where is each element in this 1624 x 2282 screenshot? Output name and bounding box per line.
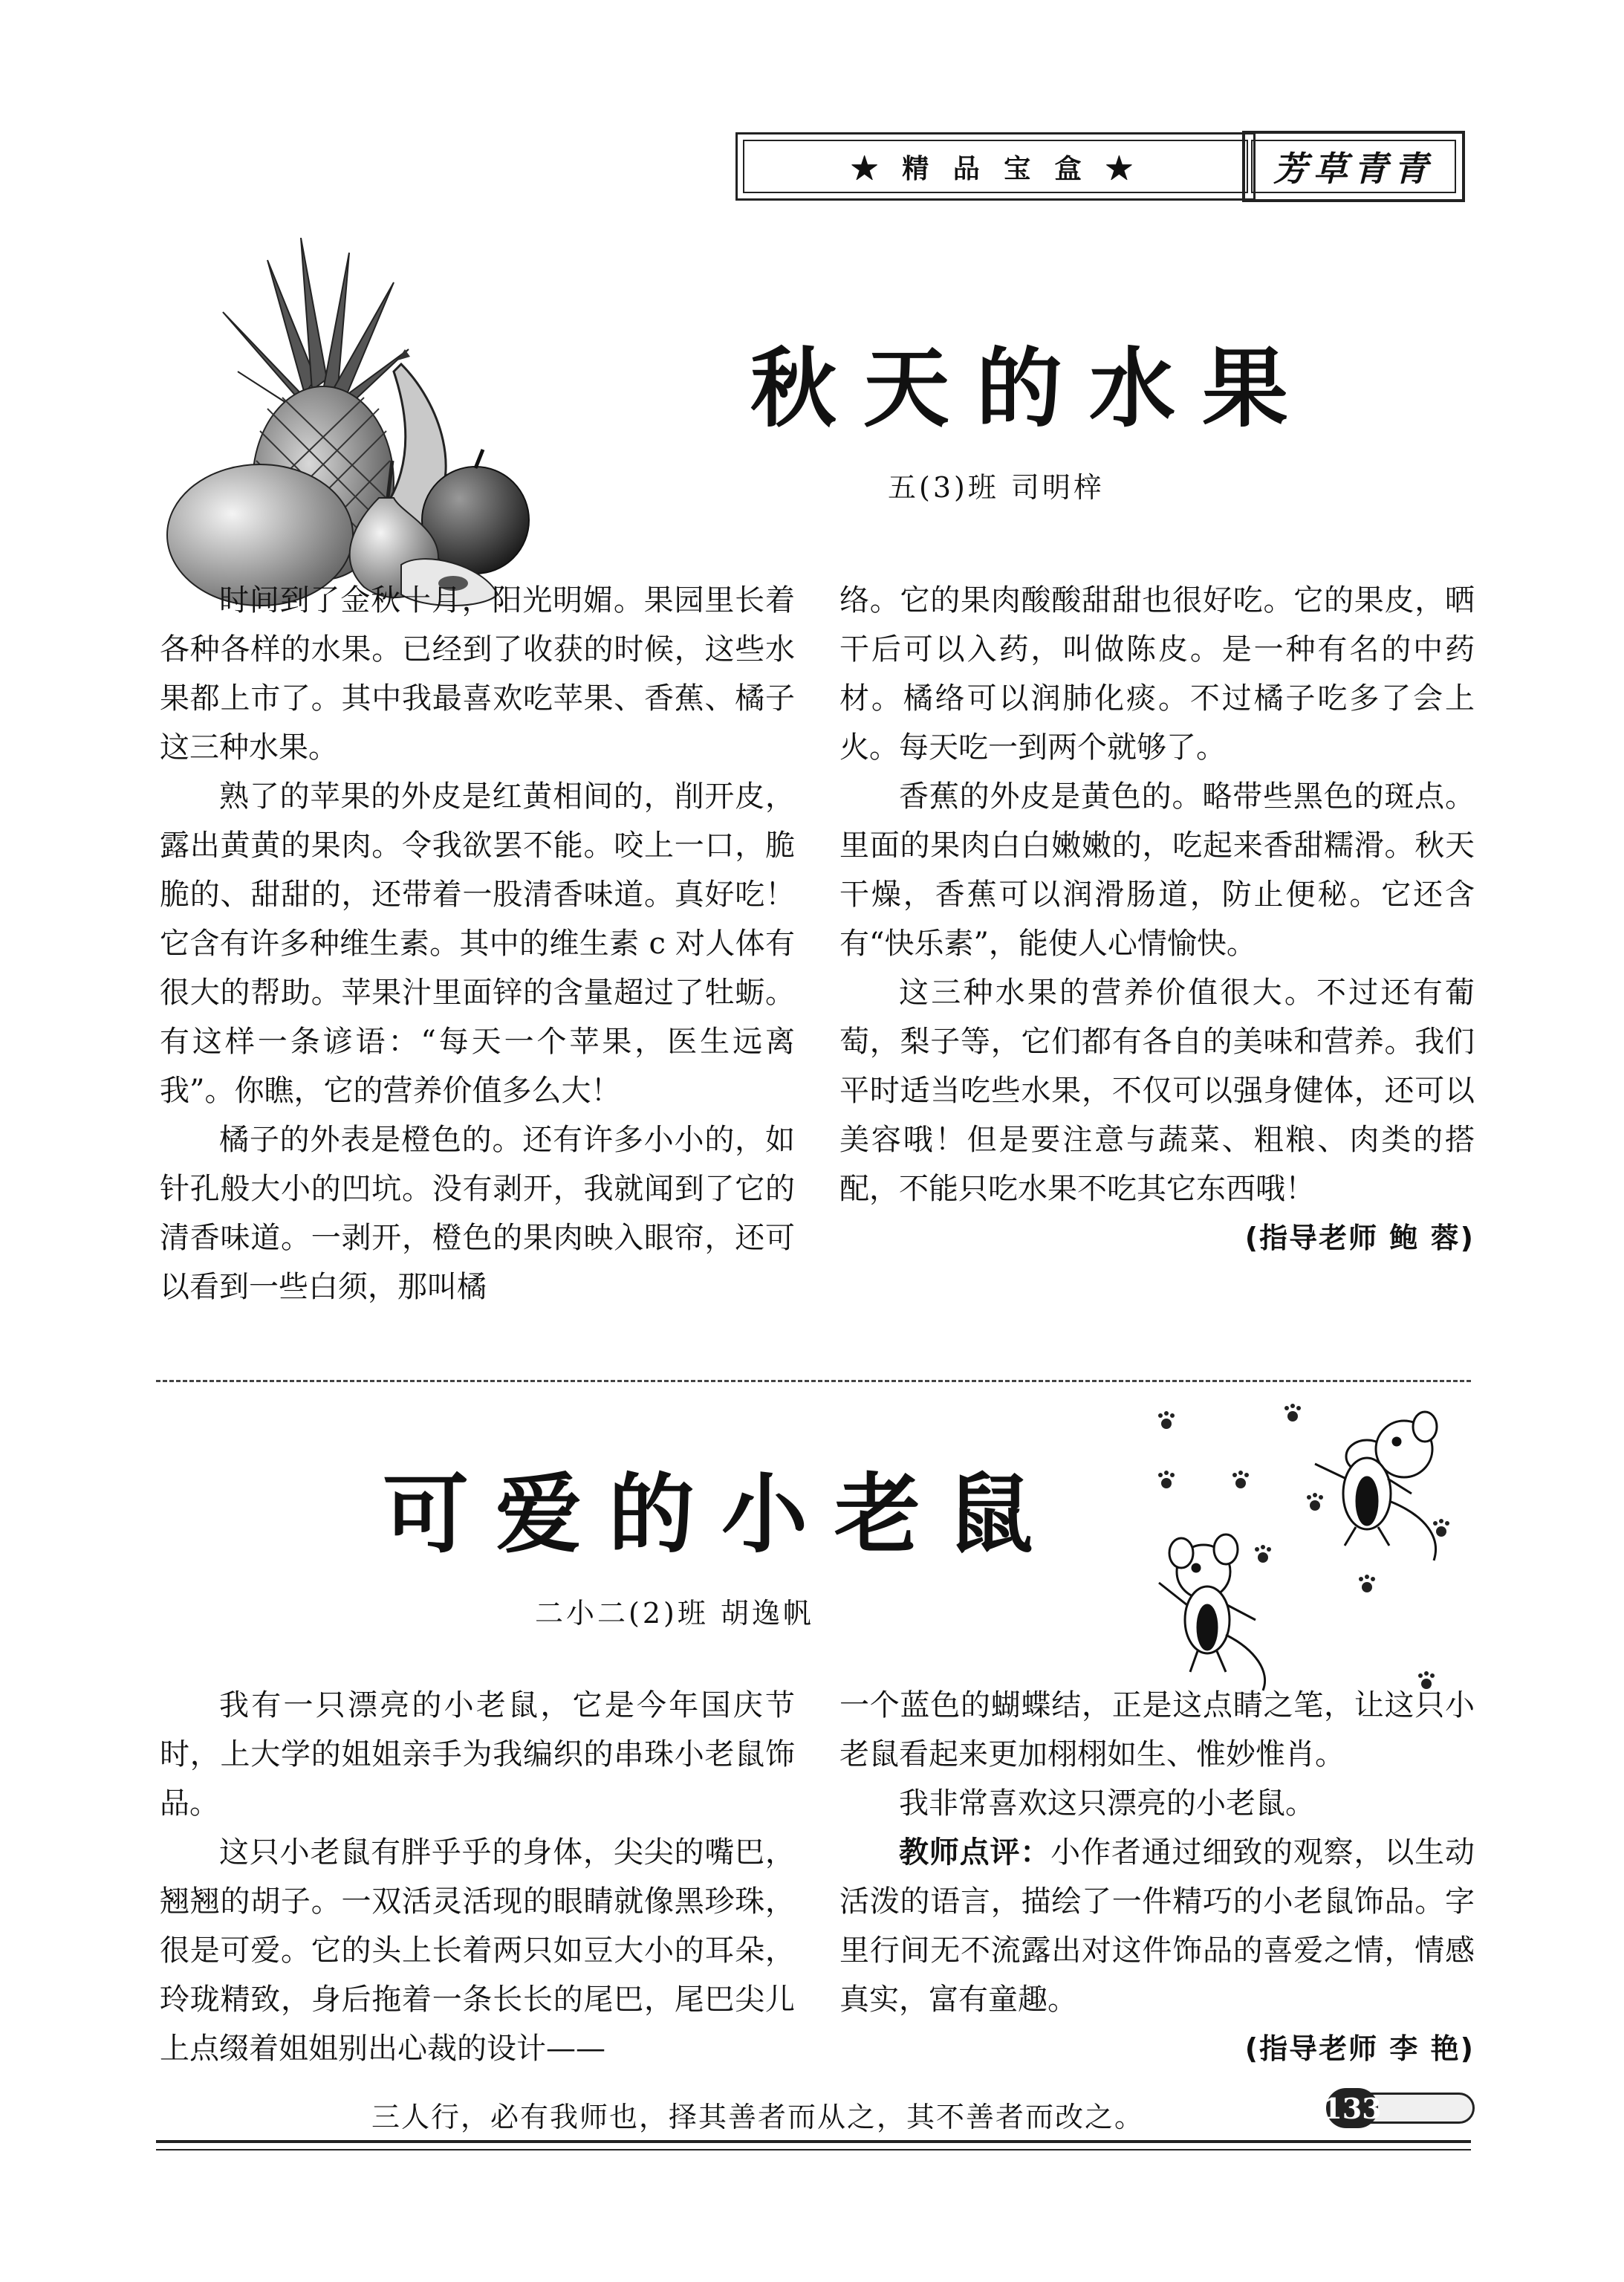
article2-right-column <box>839 1681 1475 2073</box>
article1-left-column <box>160 576 795 1312</box>
header-section-label: ★ 精 品 宝 盒 ★ <box>743 140 1248 193</box>
article1-paragraph: 时间到了金秋十月，阳光明媚。果园里长着各种各样的水果。已经到了收获的时候，这些水果都上市了。其中我最喜欢吃苹果、香蕉、橘子这三种水果。 <box>160 583 795 765</box>
footer-quote: 三人行，必有我师也，择其善者而从之，其不善者而改之。 <box>371 2101 1145 2133</box>
teacher-comment-text: 小作者通过细致的观察，以生动活泼的语言，描绘了一件精巧的小老鼠饰品。字里行间无不流露出对这件饰品的喜爱之情，情感真实，富有童趣。 <box>839 1835 1475 2017</box>
section-divider <box>156 1380 1471 1382</box>
article2-title: 可爱的小老鼠 <box>383 1464 1060 1565</box>
article1-paragraph: 橘子的外表是橙色的。还有许多小小的，如针孔般大小的凹坑。没有剥开，我就闻到了它的清香味道。一剥开，橙色的果肉映入眼帘，还可以看到一些白须，那叫橘 <box>160 1123 795 1304</box>
article2-paragraph: 我非常喜欢这只漂亮的小老鼠。 <box>899 1786 1315 1821</box>
article2-left-column <box>160 1681 795 2073</box>
article2-author: 二小二(2)班 胡逸帆 <box>535 1597 814 1630</box>
footer-rule <box>156 2140 1471 2143</box>
mouse-figure <box>1315 1412 1437 1560</box>
article1-title: 秋天的水果 <box>750 338 1315 439</box>
article1-paragraph: 这三种水果的营养价值很大。不过还有葡萄，梨子等，它们都有各自的美味和营养。我们平时适当吃些水果，不仅可以强身健体，还可以美容哦！但是要注意与蔬菜、粗粮、肉类的搭配，不能只吃水果不吃其它东西哦！ <box>839 976 1475 1206</box>
article1-paragraph: 熟了的苹果的外皮是红黄相间的，削开皮，露出黄黄的果肉。令我欲罢不能。咬上一口，脆脆的、甜甜的，还带着一股清香味道。真好吃！它含有许多种维生素。其中的维生素 c 对人体有很大的帮助。苹果汁里面锌的含量超过了牡蛎。有这样一条谚语：“每天一个苹果，医生远离我”。你瞧，它的营养价值多么大！ <box>160 779 795 1108</box>
page-number-badge <box>1322 2088 1475 2128</box>
fruit-illustration <box>156 238 542 609</box>
article1-paragraph: 香蕉的外皮是黄色的。略带些黑色的斑点。里面的果肉白白嫩嫩的，吃起来香甜糯滑。秋天干燥，香蕉可以润滑肠道，防止便秘。它还含有“快乐素”，能使人心情愉快。 <box>839 779 1475 961</box>
teacher-comment-label: 教师点评： <box>899 1835 1051 1870</box>
article1-right-column <box>839 576 1475 1262</box>
cartoon-mice-illustration <box>1144 1397 1471 1709</box>
mouse-figure <box>1159 1534 1265 1691</box>
article2-paragraph: 我有一只漂亮的小老鼠，它是今年国庆节时，上大学的姐姐亲手为我编织的串珠小老鼠饰品。 <box>160 1688 795 1821</box>
article2-teacher-credit: (指导老师 李 艳) <box>1244 2032 1475 2065</box>
article1-teacher-credit: (指导老师 鲍 蓉) <box>1244 1222 1475 1254</box>
article2-paragraph: 这只小老鼠有胖乎乎的身体，尖尖的嘴巴，翘翘的胡子。一双活灵活现的眼睛就像黑珍珠，很是可爱。它的头上长着两只如豆大小的耳朵，玲珑精致，身后拖着一条长长的尾巴，尾巴尖儿上点缀着姐姐别出心裁的设计—— <box>160 1835 795 2066</box>
article2-paragraph: 一个蓝色的蝴蝶结，正是这点睛之笔，让这只小老鼠看起来更加栩栩如生、惟妙惟肖。 <box>839 1688 1475 1772</box>
teacher-comment <box>839 1828 1475 2024</box>
header-column-label: 芳草青青 <box>1251 140 1456 193</box>
article1-author: 五(3)班 司明梓 <box>888 471 1105 504</box>
article1-paragraph: 络。它的果肉酸酸甜甜也很好吃。它的果皮，晒干后可以入药，叫做陈皮。是一种有名的中药材。橘络可以润肺化痰。不过橘子吃多了会上火。每天吃一到两个就够了。 <box>839 583 1475 765</box>
page-number: 133 <box>1326 2088 1378 2128</box>
footer-rule-thin <box>156 2149 1471 2150</box>
